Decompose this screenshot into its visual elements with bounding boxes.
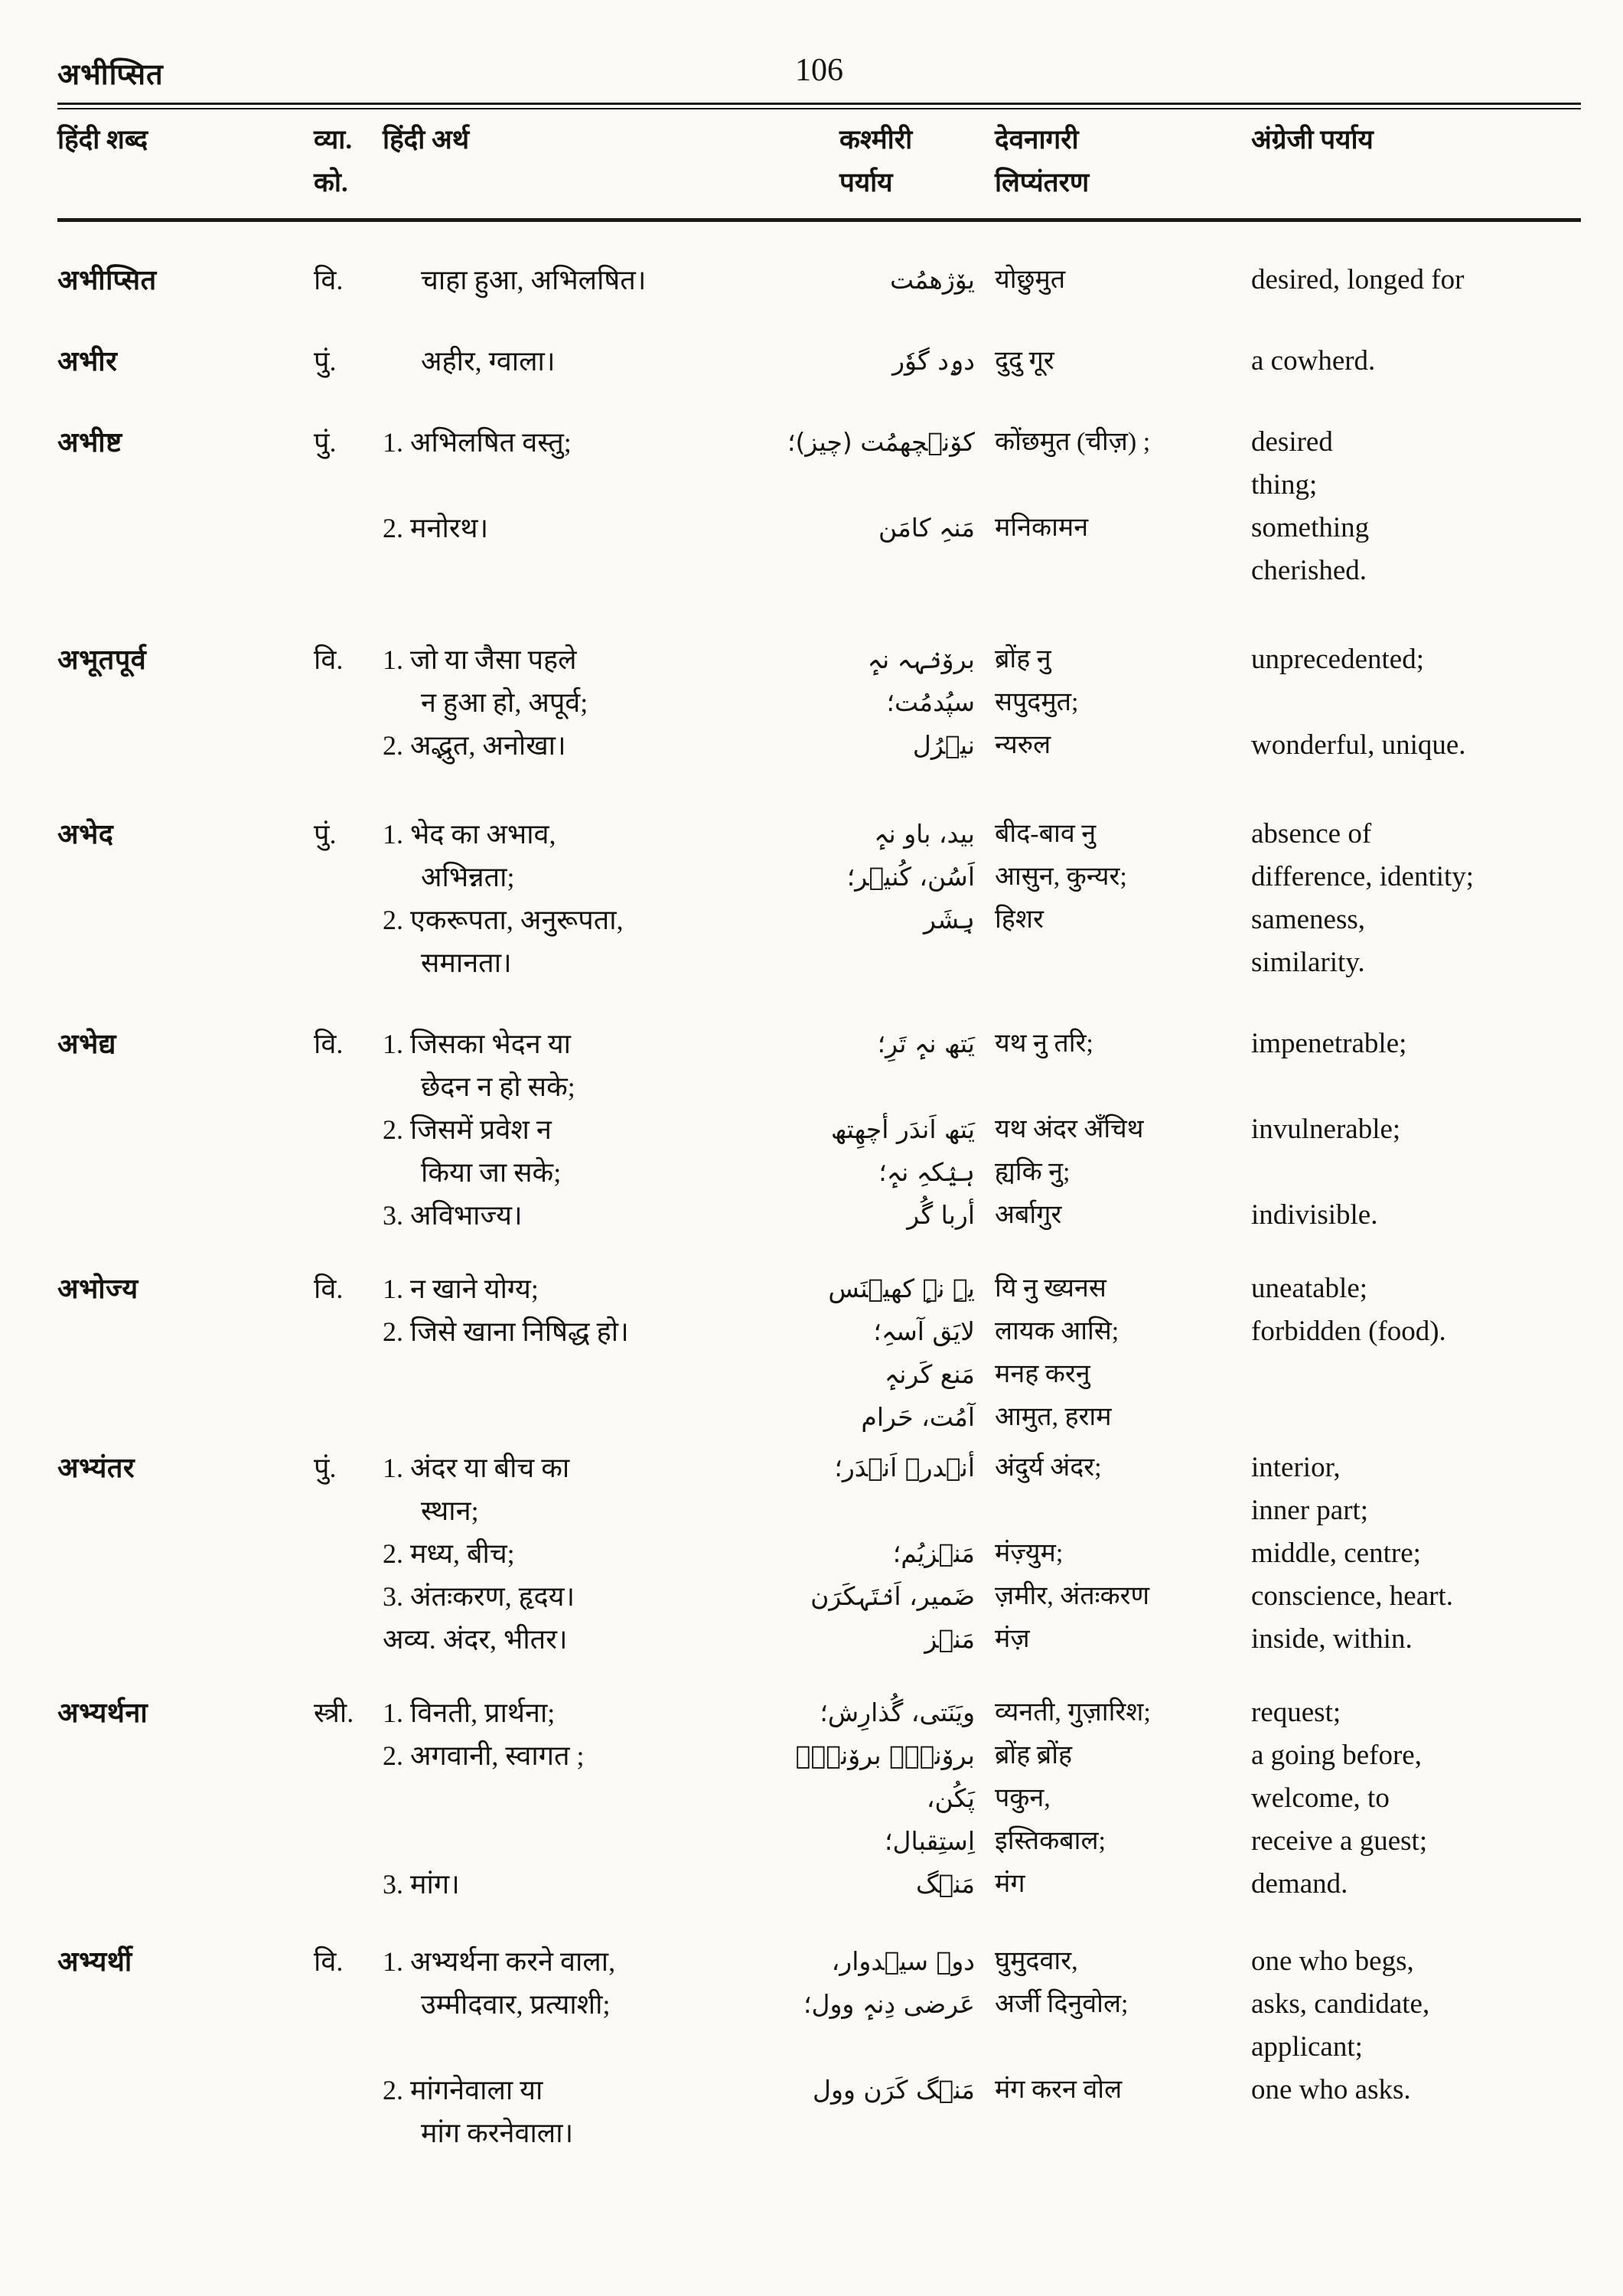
- kashmiri-equivalent-line: یَتھ نہٕ تَرِ؛: [877, 1029, 975, 1058]
- english-equivalent-line: similarity.: [1251, 947, 1365, 978]
- english-equivalent-line: invulnerable;: [1251, 1114, 1401, 1145]
- column-header-devanagari: [995, 120, 1251, 206]
- devanagari-transliteration-line: पकुन,: [995, 1784, 1051, 1812]
- kashmiri-equivalent-line: آمُت، حَرام: [861, 1402, 975, 1432]
- kashmiri-equivalent-line: سپُدمُت؛: [886, 687, 975, 717]
- devanagari-transliteration-line: दुदु गूर: [995, 347, 1054, 375]
- english-equivalent-line: demand.: [1251, 1868, 1348, 1900]
- devanagari-transliteration-line: यथ अंदर अँचिथ: [995, 1115, 1144, 1143]
- kashmiri-equivalent-line: عَرضی دِنہٕ وول؛: [803, 1989, 975, 2019]
- kashmiri-equivalent-line: [807, 2026, 975, 2069]
- devanagari-transliteration-cell: [995, 1691, 1251, 1906]
- entry-part-of-speech: पुं.: [314, 819, 337, 850]
- devanagari-transliteration-line: अर्जी दिनुवोल;: [995, 1990, 1129, 2018]
- english-equivalent-line: something: [1251, 512, 1370, 543]
- devanagari-transliteration-line: व्यनती, गुज़ारिश;: [995, 1698, 1151, 1727]
- hindi-meaning-line: चाहा हुआ, अभिलषित।: [421, 265, 647, 295]
- english-equivalent-line: receive a guest;: [1251, 1825, 1428, 1857]
- dictionary-entry-row: [57, 1022, 1581, 1237]
- english-equivalent-cell: [1251, 340, 1581, 383]
- kashmiri-equivalent-line: [807, 1065, 975, 1108]
- hindi-meaning-line: अहीर, ग्वाला।: [421, 346, 556, 377]
- devanagari-transliteration-line: बीद-बाव नु: [995, 820, 1097, 848]
- devanagari-transliteration-cell: [995, 421, 1251, 592]
- entries-table: [57, 259, 1581, 2154]
- hindi-meaning-line: स्थान;: [421, 1495, 479, 1526]
- entry-headword: अभ्यंतर: [57, 1453, 135, 1483]
- dictionary-entry-row: [57, 1267, 1581, 1439]
- english-equivalent-line: welcome, to: [1251, 1782, 1390, 1814]
- kashmiri-equivalent-line: بروٚنٛہہ نہٕ: [867, 644, 975, 674]
- english-equivalent-line: unprecedented;: [1251, 644, 1424, 675]
- header-top-rule: [57, 103, 1581, 109]
- kashmiri-equivalent-line: [807, 1489, 975, 1532]
- hindi-meaning-cell: [383, 813, 807, 984]
- english-equivalent-line: inside, within.: [1251, 1623, 1413, 1655]
- english-equivalent-line: [1251, 1065, 1581, 1108]
- english-equivalent-line: applicant;: [1251, 2031, 1363, 2063]
- kashmiri-equivalent-cell: [795, 1691, 995, 1906]
- hindi-meaning-cell: [383, 421, 807, 592]
- devanagari-transliteration-line: मंज़: [995, 1625, 1030, 1653]
- entry-part-of-speech: स्त्री.: [314, 1698, 354, 1728]
- column-header-label: कश्मीरी: [839, 125, 913, 155]
- english-equivalent-line: a going before,: [1251, 1740, 1422, 1771]
- english-equivalent-line: request;: [1251, 1697, 1341, 1728]
- entry-part-of-speech: पुं.: [314, 427, 337, 458]
- kashmiri-equivalent-line: یہِ نہٕ کھیٛنَس: [828, 1274, 975, 1303]
- kashmiri-equivalent-line: دوہ سیٖدوار،: [831, 1946, 975, 1976]
- column-header-kashmiri: [807, 120, 995, 206]
- kashmiri-equivalent-line: لایَق آسہِ؛: [873, 1316, 975, 1346]
- hindi-meaning-line: 2. मांगनेवाला या: [383, 2075, 543, 2105]
- column-header-headword: [57, 120, 314, 206]
- english-equivalent-line: [1251, 1151, 1581, 1194]
- devanagari-transliteration-line: इस्तिकबाल;: [995, 1827, 1106, 1855]
- entry-headword: अभोज्य: [57, 1274, 139, 1304]
- dictionary-entry-row: [57, 1691, 1581, 1906]
- entry-part-of-speech: वि.: [314, 265, 344, 295]
- english-equivalent-line: one who begs,: [1251, 1945, 1414, 1977]
- english-equivalent-line: indivisible.: [1251, 1199, 1378, 1231]
- entry-part-of-speech: वि.: [314, 644, 344, 675]
- devanagari-transliteration-line: यि नु ख्यनस: [995, 1274, 1106, 1303]
- english-equivalent-cell: [1251, 1446, 1581, 1661]
- hindi-meaning-line: समानता।: [421, 947, 512, 978]
- hindi-meaning-line: अभिन्नता;: [421, 862, 515, 892]
- english-equivalent-cell: [1251, 1022, 1581, 1237]
- english-equivalent-cell: [1251, 1267, 1581, 1439]
- hindi-meaning-cell: [383, 1022, 807, 1237]
- entry-headword: अभेद: [57, 819, 114, 850]
- kashmiri-equivalent-line: ویَنَتی، گُذارِش؛: [820, 1698, 975, 1727]
- entry-part-of-speech: वि.: [314, 1274, 344, 1304]
- column-header-label: को.: [314, 168, 348, 197]
- hindi-meaning-cell: [383, 638, 807, 767]
- column-header-label: व्या.: [314, 125, 353, 155]
- devanagari-transliteration-line: ह्यकि नु;: [995, 1158, 1071, 1186]
- hindi-meaning-line: 3. अंतःकरण, हृदय।: [383, 1581, 575, 1612]
- kashmiri-equivalent-line: مَنہِ کامَن: [878, 513, 975, 543]
- kashmiri-equivalent-line: مَنع کَرنہٕ: [884, 1359, 975, 1389]
- hindi-meaning-line: किया जा सके;: [421, 1157, 562, 1188]
- english-equivalent-line: a cowherd.: [1251, 345, 1376, 377]
- kashmiri-equivalent-line: بروٚنٛہہ بروٚنٛہہ: [795, 1740, 975, 1770]
- english-equivalent-cell: [1251, 1940, 1581, 2154]
- hindi-meaning-line: 2. एकरूपता, अनुरूपता,: [383, 905, 624, 935]
- devanagari-transliteration-line: [995, 2026, 1251, 2069]
- kashmiri-equivalent-cell: [807, 1267, 995, 1439]
- english-equivalent-cell: [1251, 259, 1581, 302]
- kashmiri-equivalent-cell: [803, 1940, 995, 2154]
- devanagari-transliteration-line: [995, 1489, 1251, 1532]
- page-number: 106: [795, 53, 843, 88]
- entry-headword: अभ्यर्थी: [57, 1946, 132, 1977]
- entry-headword: अभेद्य: [57, 1029, 116, 1059]
- english-equivalent-line: interior,: [1251, 1452, 1341, 1483]
- english-equivalent-line: wonderful, unique.: [1251, 729, 1466, 761]
- english-equivalent-line: thing;: [1251, 469, 1318, 501]
- devanagari-transliteration-cell: [995, 813, 1251, 984]
- hindi-meaning-line: मांग करनेवाला।: [421, 2118, 574, 2148]
- devanagari-transliteration-line: हिशर: [995, 905, 1044, 934]
- kashmiri-equivalent-line: اَسُن، کُنیٛر؛: [846, 862, 975, 892]
- devanagari-transliteration-line: ब्रोंह ब्रोंह: [995, 1741, 1073, 1769]
- english-equivalent-line: [1251, 681, 1581, 724]
- hindi-meaning-cell: [383, 1446, 807, 1661]
- devanagari-transliteration-line: ज़मीर, अंतःकरण: [995, 1582, 1150, 1610]
- devanagari-transliteration-line: [995, 1065, 1251, 1108]
- devanagari-transliteration-line: मनह करनु: [995, 1360, 1090, 1388]
- hindi-meaning-cell: [383, 259, 807, 302]
- kashmiri-equivalent-cell: [787, 421, 995, 592]
- hindi-meaning-line: 1. जिसका भेदन या: [383, 1029, 571, 1059]
- english-equivalent-line: one who asks.: [1251, 2074, 1411, 2105]
- devanagari-transliteration-line: न्यरुल: [995, 731, 1051, 759]
- entry-part-of-speech: पुं.: [314, 1453, 337, 1483]
- devanagari-transliteration-cell: [995, 1940, 1251, 2154]
- hindi-meaning-line: छेदन न हो सके;: [421, 1071, 575, 1102]
- entry-part-of-speech: वि.: [314, 1029, 344, 1059]
- devanagari-transliteration-cell: [995, 1267, 1251, 1439]
- kashmiri-equivalent-line: أنٛدرۍ اَنٛدَر؛: [834, 1453, 975, 1482]
- devanagari-transliteration-line: आमुत, हराम: [995, 1403, 1112, 1431]
- kashmiri-equivalent-cell: [807, 259, 995, 302]
- hindi-meaning-line: 1. न खाने योग्य;: [383, 1274, 539, 1304]
- devanagari-transliteration-line: मंज़्युम;: [995, 1539, 1064, 1567]
- column-header-label: लिप्यंतरण: [995, 168, 1090, 197]
- column-header-english: [1251, 120, 1581, 206]
- column-header-pos: [314, 120, 383, 206]
- devanagari-transliteration-line: मंग: [995, 1870, 1025, 1898]
- kashmiri-equivalent-line: پَکُن،: [926, 1783, 975, 1813]
- kashmiri-equivalent-line: اِستِقبال؛: [885, 1826, 975, 1856]
- column-header-label: पर्याय: [839, 168, 893, 197]
- entry-headword: अभूतपूर्व: [57, 644, 147, 675]
- english-equivalent-line: middle, centre;: [1251, 1538, 1421, 1569]
- kashmiri-equivalent-line: یوٚژھمُت: [889, 265, 975, 295]
- devanagari-transliteration-line: योछुमुत: [995, 266, 1066, 294]
- devanagari-transliteration-cell: [995, 1022, 1251, 1237]
- english-equivalent-line: conscience, heart.: [1251, 1580, 1453, 1612]
- english-equivalent-line: inner part;: [1251, 1495, 1369, 1526]
- hindi-meaning-line: 2. मध्य, बीच;: [383, 1538, 515, 1569]
- dictionary-entry-row: [57, 638, 1581, 767]
- devanagari-transliteration-line: सपुदमुत;: [995, 688, 1079, 716]
- devanagari-transliteration-cell: [995, 638, 1251, 767]
- dictionary-entry-row: [57, 259, 1581, 302]
- kashmiri-equivalent-cell: [807, 1446, 995, 1661]
- english-equivalent-line: difference, identity;: [1251, 861, 1475, 892]
- devanagari-transliteration-line: अर्बागुर: [995, 1201, 1062, 1229]
- page-header: [57, 44, 1581, 93]
- hindi-meaning-line: [383, 2026, 807, 2069]
- devanagari-transliteration-line: अंदुर्य अंदर;: [995, 1453, 1102, 1482]
- kashmiri-equivalent-line: [807, 464, 975, 507]
- kashmiri-equivalent-cell: [807, 638, 995, 767]
- english-equivalent-line: impenetrable;: [1251, 1028, 1407, 1059]
- english-equivalent-line: asks, candidate,: [1251, 1988, 1430, 2020]
- column-header-label: हिंदी अर्थ: [383, 125, 470, 155]
- kashmiri-equivalent-line: نیٖرُل: [912, 730, 975, 760]
- devanagari-transliteration-line: घुमुदवार,: [995, 1947, 1078, 1975]
- hindi-meaning-line: 1. अभ्यर्थना करने वाला,: [383, 1946, 616, 1977]
- entry-headword: अभीर: [57, 346, 118, 377]
- devanagari-transliteration-line: लायक आसि;: [995, 1317, 1119, 1345]
- hindi-meaning-cell: [383, 1267, 807, 1439]
- hindi-meaning-cell: [383, 340, 807, 383]
- kashmiri-equivalent-line: مَنٛگ: [916, 1869, 975, 1899]
- kashmiri-equivalent-line: یَتھ اَندَر أچھِتھ: [830, 1114, 975, 1144]
- english-equivalent-line: desired, longed for: [1251, 264, 1465, 295]
- hindi-meaning-line: 2. जिसमें प्रवेश न: [383, 1114, 552, 1145]
- kashmiri-equivalent-line: ہِشَر: [924, 905, 975, 934]
- english-equivalent-line: uneatable;: [1251, 1273, 1368, 1304]
- kashmiri-equivalent-line: کوٚنٛچھمُت (چیز)؛: [787, 427, 975, 457]
- hindi-meaning-line: उम्मीदवार, प्रत्याशी;: [421, 1989, 611, 2020]
- dictionary-entry-row: [57, 340, 1581, 383]
- kashmiri-equivalent-line: مَنٛز: [924, 1624, 975, 1654]
- devanagari-transliteration-cell: [995, 1446, 1251, 1661]
- hindi-meaning-line: न हुआ हो, अपूर्व;: [421, 687, 588, 718]
- kashmiri-equivalent-line: ضَمیر، اَنٛتَہکَرَن: [810, 1581, 975, 1611]
- hindi-meaning-line: 1. अभिलषित वस्तु;: [383, 427, 572, 458]
- hindi-meaning-line: [383, 464, 807, 507]
- english-equivalent-cell: [1251, 421, 1581, 592]
- hindi-meaning-line: 2. अगवानी, स्वागत ;: [383, 1740, 585, 1771]
- english-equivalent-line: cherished.: [1251, 555, 1367, 586]
- kashmiri-equivalent-cell: [807, 813, 995, 984]
- hindi-meaning-line: अव्य. अंदर, भीतर।: [383, 1624, 568, 1655]
- hindi-meaning-line: 2. मनोरथ।: [383, 513, 489, 543]
- devanagari-transliteration-line: मंग करन वोल: [995, 2076, 1123, 2104]
- english-equivalent-line: absence of: [1251, 818, 1372, 850]
- hindi-meaning-line: 1. जो या जैसा पहले: [383, 644, 577, 675]
- entry-part-of-speech: पुं.: [314, 346, 337, 377]
- hindi-meaning-cell: [383, 1940, 807, 2154]
- devanagari-transliteration-line: [995, 464, 1251, 507]
- hindi-meaning-line: 2. अद्भुत, अनोखा।: [383, 730, 566, 761]
- hindi-meaning-line: [383, 1777, 807, 1820]
- hindi-meaning-line: [383, 1820, 807, 1863]
- dictionary-entry-row: [57, 813, 1581, 984]
- hindi-meaning-line: 1. विनती, प्रार्थना;: [383, 1698, 556, 1728]
- english-equivalent-line: sameness,: [1251, 904, 1365, 935]
- column-header-row: [57, 109, 1581, 214]
- english-equivalent-cell: [1251, 1691, 1581, 1906]
- dictionary-entry-row: [57, 1940, 1581, 2154]
- column-header-label: देवनागरी: [995, 125, 1079, 155]
- devanagari-transliteration-line: ब्रोंह नु: [995, 645, 1051, 673]
- devanagari-transliteration-line: यथ नु तरि;: [995, 1029, 1093, 1058]
- entry-headword: अभीष्ट: [57, 427, 122, 458]
- kashmiri-equivalent-line: دۄد گوٗر: [892, 346, 975, 376]
- entry-headword: अभ्यर्थना: [57, 1698, 148, 1728]
- column-header-label: हिंदी शब्द: [57, 125, 148, 155]
- devanagari-transliteration-line: कोंछमुत (चीज़) ;: [995, 428, 1151, 456]
- devanagari-transliteration-line: आसुन, कुन्यर;: [995, 863, 1127, 891]
- english-equivalent-line: desired: [1251, 426, 1333, 458]
- devanagari-transliteration-cell: [995, 340, 1251, 383]
- kashmiri-equivalent-line: مَنٛگ کَرَن وول: [813, 2075, 975, 2105]
- dictionary-entry-row: [57, 1446, 1581, 1661]
- running-head: अभीप्सित: [57, 59, 164, 91]
- hindi-meaning-line: 1. भेद का अभाव,: [383, 819, 556, 850]
- devanagari-transliteration-cell: [995, 259, 1251, 302]
- english-equivalent-cell: [1251, 638, 1581, 767]
- hindi-meaning-cell: [383, 1691, 807, 1906]
- hindi-meaning-line: 3. अविभाज्य।: [383, 1200, 523, 1231]
- entry-headword: अभीप्सित: [57, 265, 157, 295]
- english-equivalent-line: forbidden (food).: [1251, 1316, 1446, 1347]
- column-header-label: अंग्रेजी पर्याय: [1251, 125, 1374, 155]
- kashmiri-equivalent-line: أربا گُر: [907, 1200, 975, 1230]
- kashmiri-equivalent-line: ہیٛکہِ نہٕ؛: [878, 1157, 975, 1187]
- kashmiri-equivalent-line: مَنٛزیُم؛: [892, 1538, 975, 1568]
- english-equivalent-cell: [1251, 813, 1581, 984]
- hindi-meaning-line: 1. अंदर या बीच का: [383, 1453, 570, 1483]
- column-header-meaning: [383, 120, 807, 206]
- dictionary-entry-row: [57, 421, 1581, 592]
- kashmiri-equivalent-cell: [807, 340, 995, 383]
- entry-part-of-speech: वि.: [314, 1946, 344, 1977]
- devanagari-transliteration-line: मनिकामन: [995, 514, 1089, 542]
- header-bottom-rule: [57, 218, 1581, 222]
- kashmiri-equivalent-line: بید، باو نہٕ: [874, 819, 975, 849]
- kashmiri-equivalent-cell: [807, 1022, 995, 1237]
- hindi-meaning-line: 3. मांग।: [383, 1869, 460, 1900]
- hindi-meaning-line: 2. जिसे खाना निषिद्ध हो।: [383, 1316, 629, 1347]
